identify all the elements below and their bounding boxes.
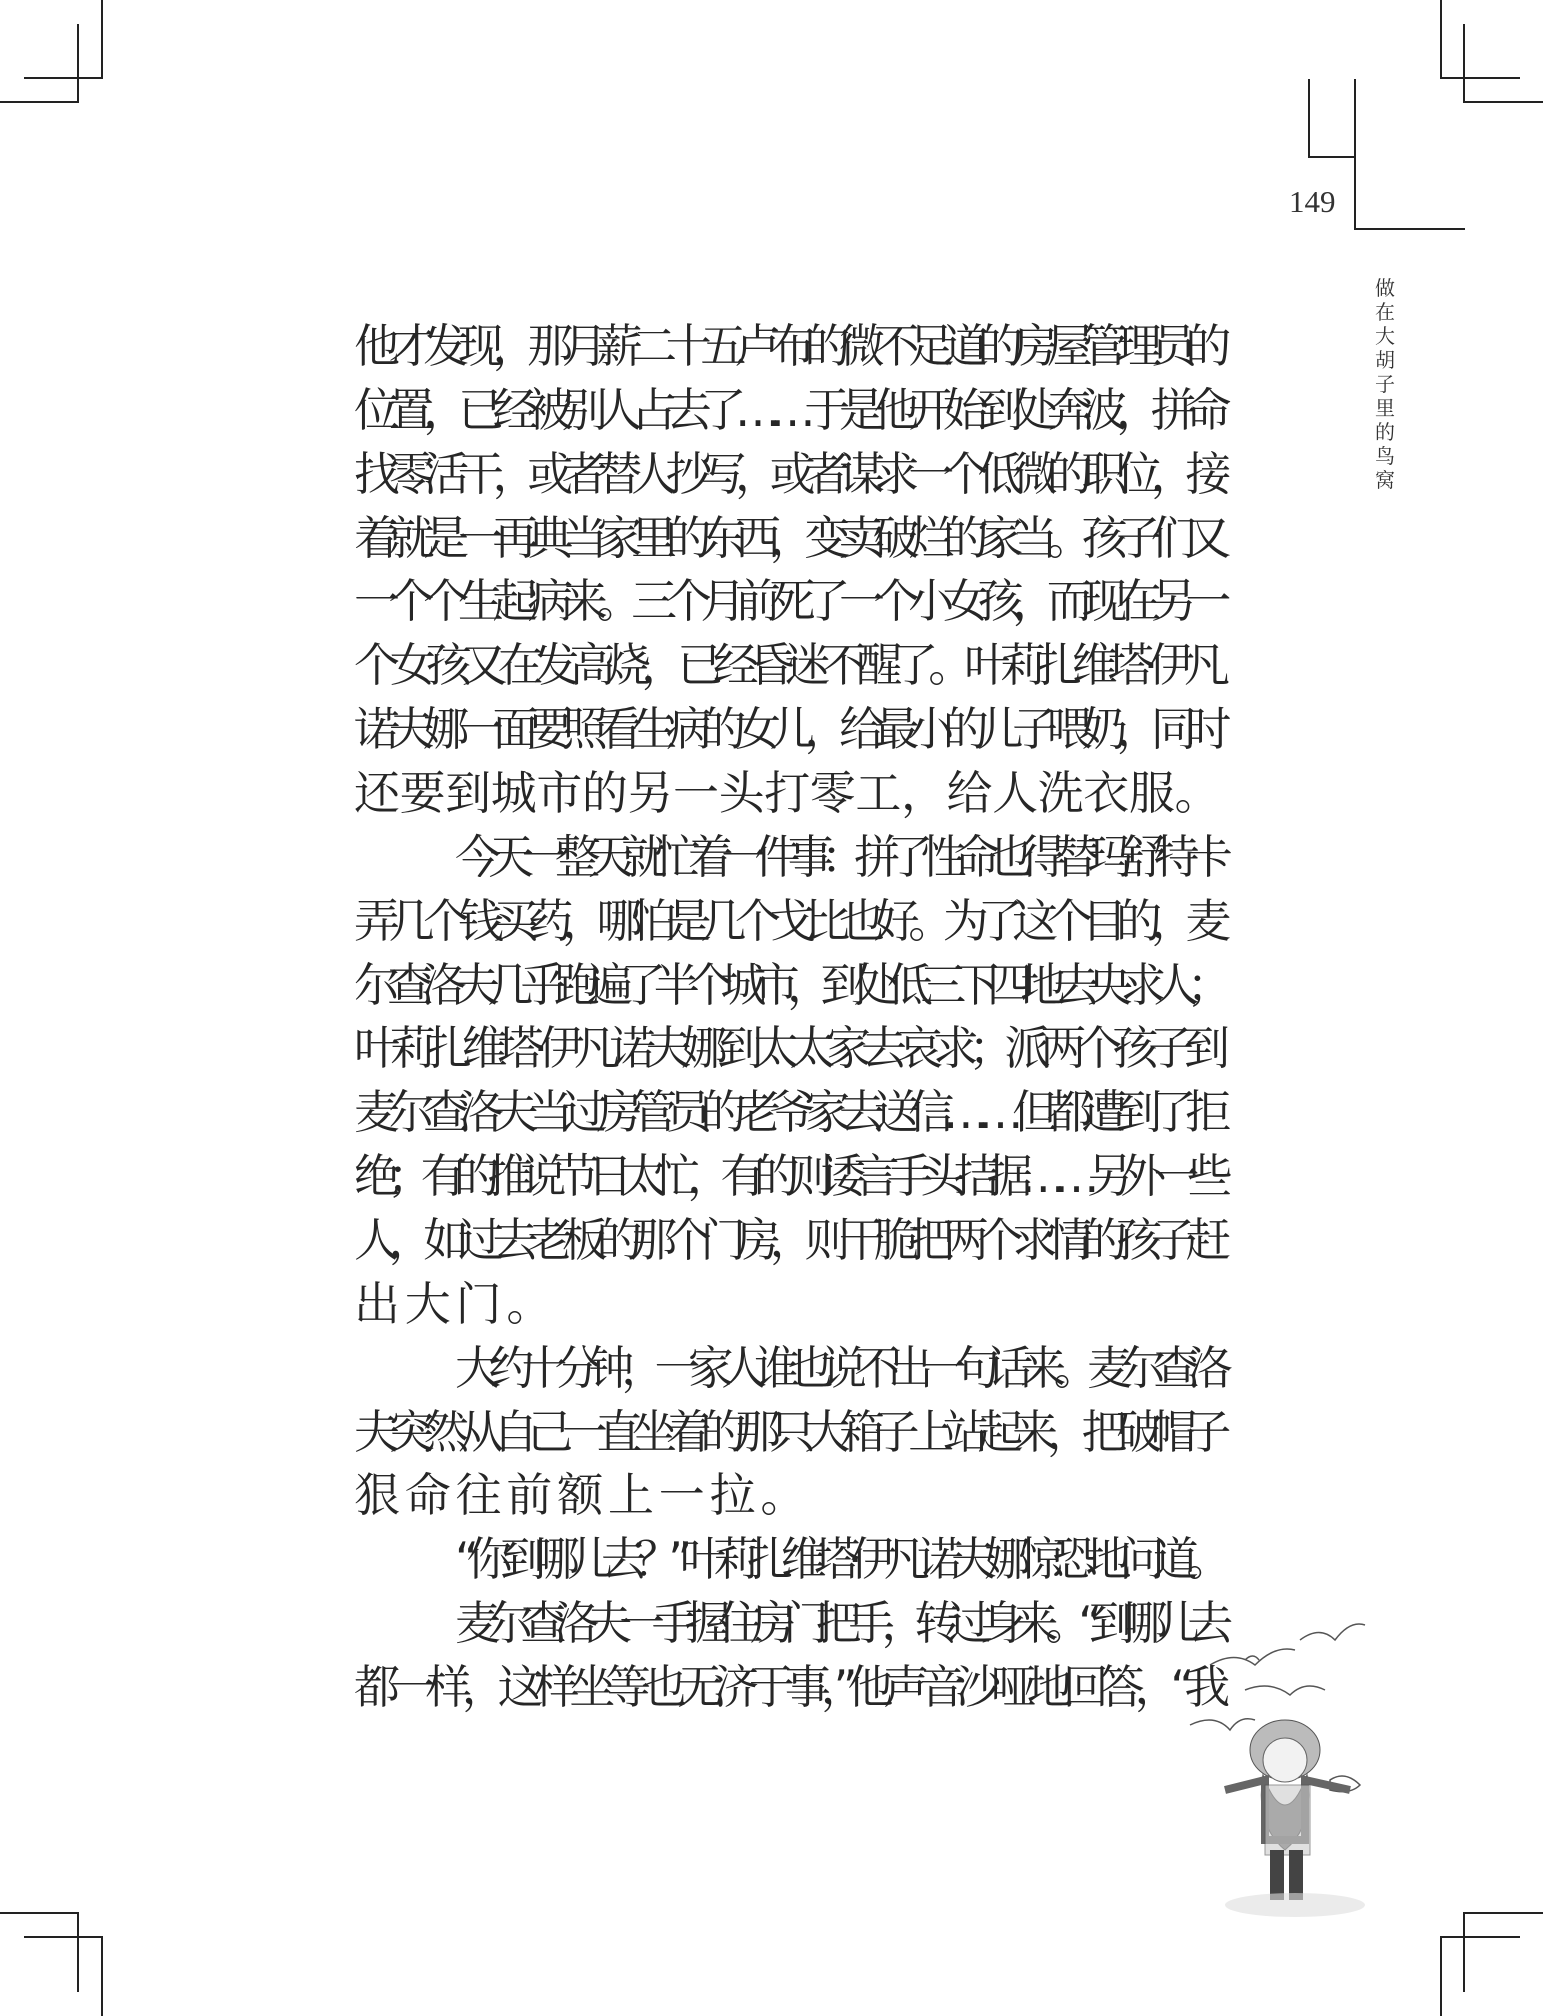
running-title xyxy=(1373,276,1397,492)
text-line: 麦尔查洛夫一手握住房门把手，转过身来。“到哪儿去 xyxy=(455,1596,1221,1651)
text-line-row xyxy=(354,315,1224,379)
text-line: 找零活干，或者替人抄写，或者谋求一个低微的职位，接 xyxy=(354,446,1221,501)
text-line: 狠命往前额上一拉。 xyxy=(354,1468,812,1523)
text-line-row xyxy=(354,1656,1224,1720)
paragraph xyxy=(354,826,1224,1337)
running-title-char: 鸟 xyxy=(1375,444,1395,468)
text-line-row xyxy=(354,762,1224,826)
text-line: 诺夫娜一面要照看生病的女儿，给最小的儿子喂奶，同时 xyxy=(354,702,1221,757)
page-number: 149 xyxy=(1289,184,1336,219)
running-title-char: 在 xyxy=(1375,300,1395,324)
text-line: 大约十分钟，一家人谁也说不出一句话来。麦尔查洛 xyxy=(455,1340,1220,1395)
paragraph xyxy=(354,1528,1224,1592)
text-line: 他才发现，那月薪二十五卢布的微不足道的房屋管理员的 xyxy=(354,319,1221,373)
text-line-row xyxy=(354,507,1224,571)
text-line-row xyxy=(354,1017,1224,1081)
bearded-man-with-birds-illustration xyxy=(1185,1610,1415,1920)
text-line-row xyxy=(354,1528,1224,1592)
text-line-row xyxy=(354,1401,1224,1465)
text-line: 叶莉扎维塔·伊凡诺夫娜到太太家去哀求；派两个孩子到 xyxy=(354,1021,1220,1076)
text-line: 个女孩又在发高烧，已经昏迷不醒了。叶莉扎维塔·伊凡 xyxy=(354,638,1220,693)
text-line: 着就是一再典当家里的东西，变卖破烂的家当。孩子们又 xyxy=(354,510,1221,565)
text-line-row xyxy=(354,1081,1224,1145)
text-line: 夫突然从自己一直坐着的那只大箱子上站起来，把破帽子 xyxy=(354,1404,1221,1459)
text-line: 麦尔查洛夫当过房管员的老爷家去送信……但都遭到了拒 xyxy=(354,1085,1221,1140)
running-title-char: 里 xyxy=(1375,396,1395,420)
paragraph xyxy=(354,315,1224,826)
text-line: “你到哪儿去？”叶莉扎维塔·伊凡诺夫娜惊恐地问道。 xyxy=(455,1532,1221,1587)
text-line: 出大门。 xyxy=(354,1276,558,1331)
text-line: 弄几个钱买药，哪怕是几个戈比也好。为了这个目的，麦 xyxy=(354,893,1221,948)
text-line: 绝；有的推说节日太忙，有的则诿言手头拮据……另外一些 xyxy=(354,1149,1221,1204)
text-line: 人，如过去老板的那个门房，则干脆把两个求情的孩子赶 xyxy=(354,1213,1221,1268)
running-title-char: 大 xyxy=(1375,324,1395,348)
running-title-char: 窝 xyxy=(1375,468,1395,492)
text-line-row xyxy=(354,698,1224,762)
text-line-row xyxy=(354,443,1224,507)
text-line-row xyxy=(354,379,1224,443)
text-line: 都一样，这样坐等也无济于事，”他声音沙哑地回答，“我 xyxy=(354,1660,1221,1715)
text-line-row xyxy=(354,1145,1224,1209)
text-line-row xyxy=(354,890,1224,954)
text-line-row xyxy=(354,634,1224,698)
running-title-char: 的 xyxy=(1375,420,1395,444)
text-line-row xyxy=(354,1337,1224,1401)
text-line: 位置，已经被别人占去了……于是他开始到处奔波，拼命 xyxy=(354,382,1221,437)
paragraph xyxy=(354,1592,1224,1720)
text-line-row xyxy=(354,570,1224,634)
text-line: 还要到城市的另一头打零工，给人洗衣服。 xyxy=(354,766,1221,821)
running-title-char: 胡 xyxy=(1375,348,1395,372)
text-line-row xyxy=(354,826,1224,890)
text-line-row xyxy=(354,1209,1224,1273)
text-line-row xyxy=(354,954,1224,1018)
text-line: 今天一整天就忙着一件事：拼了性命也得替玛舒特卡 xyxy=(455,829,1220,884)
text-line: 一个个生起病来。三个月前死了一个小女孩，而现在另一 xyxy=(354,574,1221,629)
paragraph xyxy=(354,1337,1224,1529)
body-text xyxy=(354,315,1224,1720)
text-line: 尔查洛夫几乎跑遍了半个城市，到处低三下四地去央求人； xyxy=(354,957,1221,1012)
text-line-row xyxy=(354,1273,1224,1337)
running-title-char: 做 xyxy=(1375,276,1395,300)
text-line-row xyxy=(354,1592,1224,1656)
text-line-row xyxy=(354,1464,1224,1528)
running-title-char: 子 xyxy=(1375,372,1395,396)
